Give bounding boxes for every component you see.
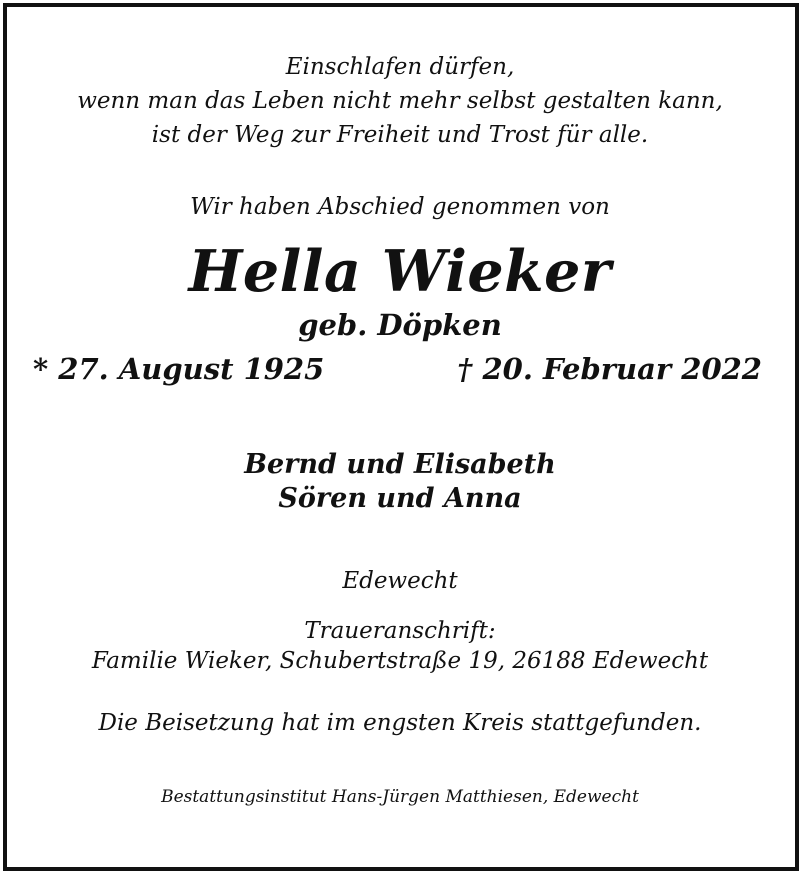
- mourner-line-2: Sören und Anna: [278, 483, 522, 514]
- poem-line-2: wenn man das Leben nicht mehr selbst gestalten kann,: [77, 88, 723, 114]
- birth-date: * 27. August 1925: [33, 352, 325, 386]
- death-date: † 20. Februar 2022: [457, 352, 762, 386]
- poem-line-3: ist der Weg zur Freiheit und Trost für alle.: [151, 122, 649, 148]
- mourner-line-1: Bernd und Elisabeth: [244, 449, 556, 480]
- address-label: Traueranschrift:: [304, 618, 496, 644]
- address-text: Familie Wieker, Schubertstraße 19, 26188 Edewecht: [91, 648, 709, 674]
- place-text: Edewecht: [342, 568, 458, 594]
- funeral-note: Die Beisetzung hat im engsten Kreis stattgefunden.: [98, 710, 702, 736]
- intro-text: Wir haben Abschied genommen von: [190, 194, 610, 220]
- poem-line-1: Einschlafen dürfen,: [285, 54, 515, 80]
- funeral-home-text: Bestattungsinstitut Hans-Jürgen Matthiesen, Edewecht: [161, 787, 639, 807]
- maiden-name: geb. Döpken: [298, 308, 502, 342]
- deceased-name: Hella Wieker: [188, 238, 612, 305]
